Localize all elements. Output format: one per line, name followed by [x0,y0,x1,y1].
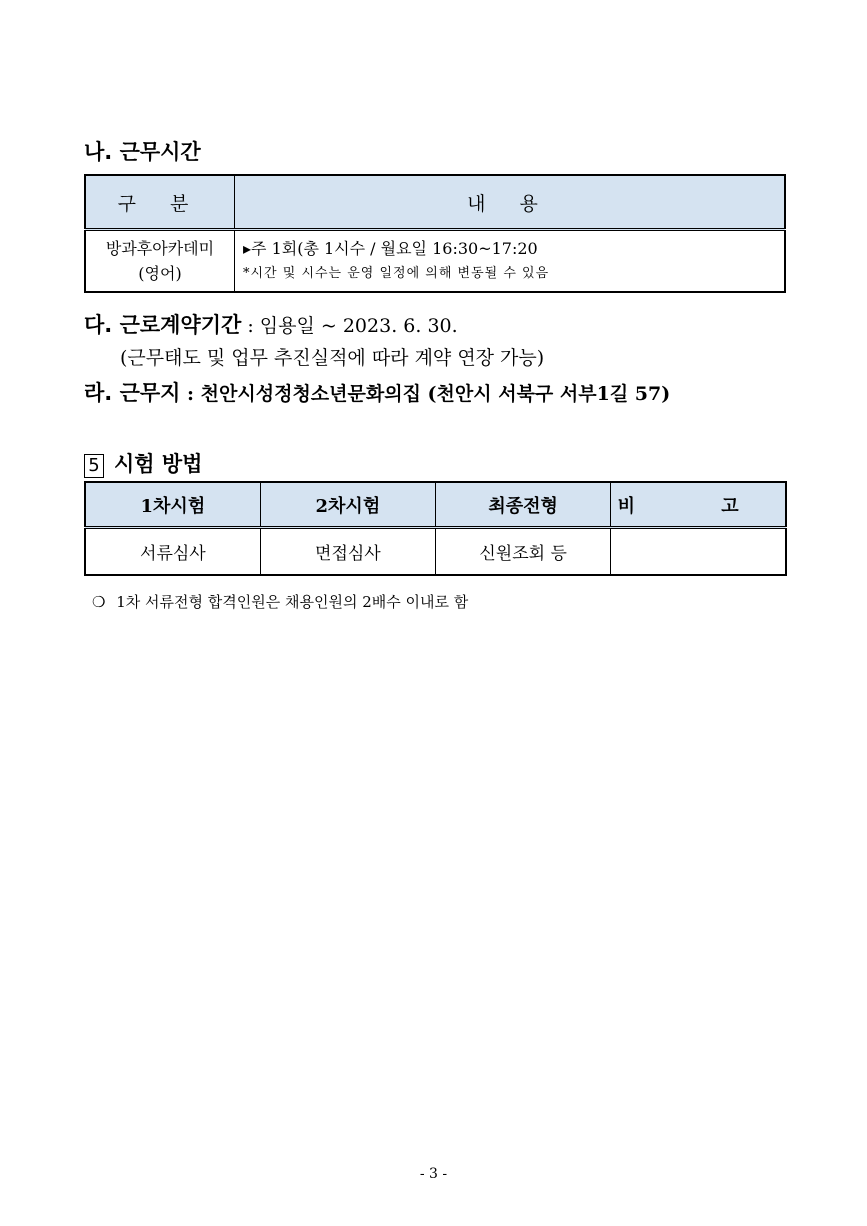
workplace-label: 라. 근무지 [84,381,181,405]
cell-remarks [611,528,786,576]
header-final-selection: 최종전형 [436,482,611,528]
selection-note-text: 1차 서류전형 합격인원은 채용인원의 2배수 이내로 함 [116,593,469,611]
exam-method-title [84,448,202,478]
header-first-exam: 1차시험 [85,482,260,528]
contract-period-line [84,309,458,339]
page-number: - 3 - [419,1166,448,1182]
cell-final-selection: 신원조회 등 [436,528,611,576]
content-line-2: *시간 및 시수는 운영 일정에 의해 변동될 수 있음 [243,266,550,281]
table-header-row [85,175,785,230]
table-header-row [85,482,786,528]
exam-method-title-text: 시험 방법 [114,452,203,476]
work-hours-table [84,174,786,293]
exam-method-table [84,481,787,576]
cell-category [85,230,235,293]
section-work-hours-title: 나. 근무시간 [84,140,201,164]
cell-first-exam: 서류심사 [85,528,260,576]
selection-note [92,591,468,612]
section-number-box: 5 [84,454,104,478]
bullet-icon: ❍ [92,593,106,611]
contract-extension-note: (근무태도 및 업무 추진실적에 따라 계약 연장 가능) [120,347,545,369]
header-second-exam: 2차시험 [260,482,435,528]
workplace-line [84,377,670,407]
table-row [85,528,786,576]
category-line-1: 방과후아카데미 [105,239,215,258]
header-category: 구 분 [85,175,235,230]
header-content: 내 용 [235,175,786,230]
table-row [85,230,785,293]
content-line-1: ▸주 1회(총 1시수 / 월요일 16:30~17:20 [243,239,538,258]
header-remarks: 비 고 [611,482,786,528]
contract-period-value: : 임용일 ~ 2023. 6. 30. [241,315,458,337]
cell-content [235,230,786,293]
workplace-value: : 천안시성정청소년문화의집 (천안시 서북구 서부1길 57) [180,383,671,405]
category-line-2: (영어) [138,264,182,283]
contract-period-label: 다. 근로계약기간 [84,313,242,337]
cell-second-exam: 면접심사 [260,528,435,576]
